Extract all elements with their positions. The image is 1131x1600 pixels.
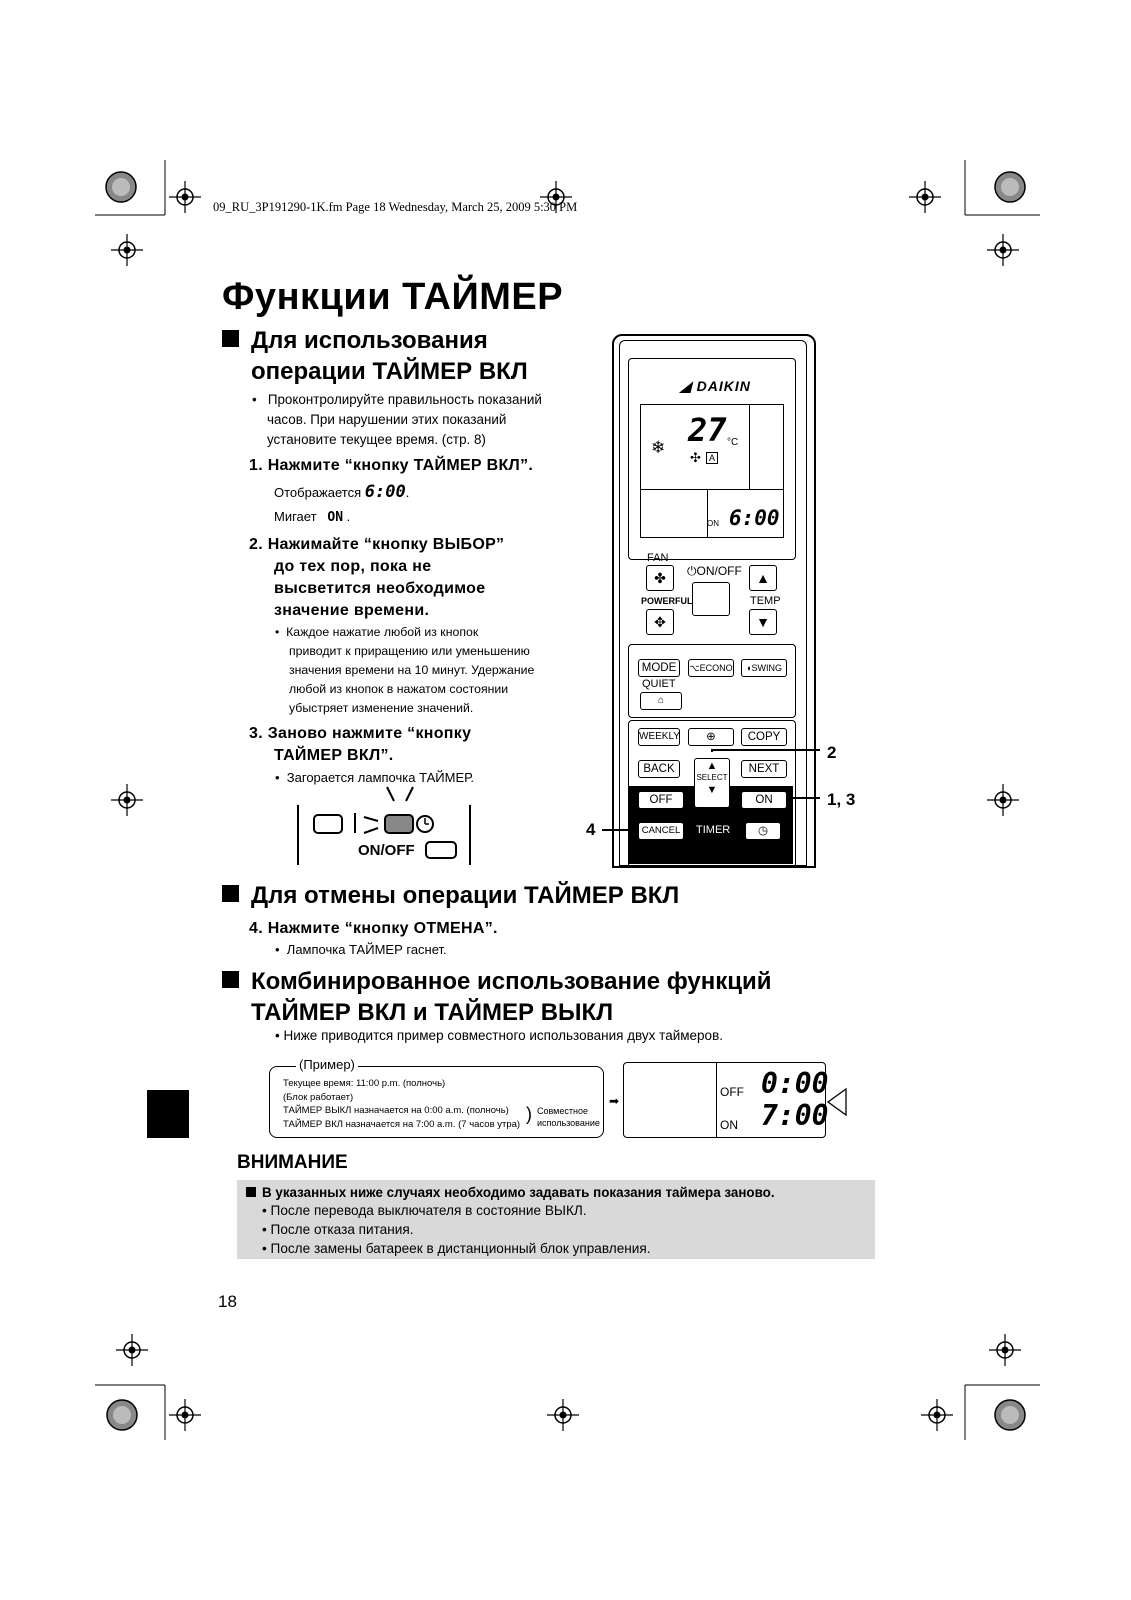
- step3-bullet: • Загорается лампочка ТАЙМЕР.: [275, 770, 474, 785]
- select-up-icon: ▲: [706, 760, 718, 772]
- attention-list: [262, 1201, 651, 1258]
- sensor-triangle-icon: [826, 1088, 848, 1116]
- callout-4: 4: [586, 820, 596, 839]
- powerful-label: POWERFUL: [641, 596, 693, 606]
- step1-title: 1. Нажмите “кнопку ТАЙМЕР ВКЛ”.: [249, 457, 534, 474]
- attention-heading: ВНИМАНИЕ: [237, 1152, 348, 1173]
- section2-heading: Для отмены операции ТАЙМЕР ВКЛ: [222, 880, 679, 911]
- intro-bullet: • Проконтролируйте правильность показаний часов. При нарушении этих показаний установите текущее время. (стр. 8): [252, 392, 542, 447]
- fan-label: FAN: [647, 552, 669, 564]
- cancel-button[interactable]: CANCEL: [638, 822, 684, 840]
- step1-display-line: Отображается 6:00.: [274, 482, 410, 502]
- attention-lead: В указанных ниже случаях необходимо задавать показания таймера заново.: [246, 1185, 775, 1200]
- quiet-icon: ⌂: [657, 695, 665, 706]
- section3-heading: Комбинированное использование функций ТАЙМЕР ВКЛ и ТАЙМЕР ВЫКЛ: [222, 966, 772, 1028]
- joint-usage: Совместное использование: [537, 1106, 600, 1128]
- powerful-icon: ✥: [654, 614, 666, 630]
- example-display: [623, 1062, 829, 1138]
- lcd-on-label: ON: [707, 519, 719, 528]
- joint-brace: ): [526, 1104, 532, 1124]
- page-title: Функции ТАЙМЕР: [222, 276, 564, 318]
- lcd-time-display: 6:00: [729, 506, 780, 530]
- mode-button[interactable]: MODE: [638, 659, 680, 677]
- language-tab: [147, 1090, 189, 1138]
- section1-heading: Для использования операции ТАЙМЕР ВКЛ: [222, 325, 528, 387]
- page-number: 18: [218, 1292, 237, 1311]
- fan-icon: ✣: [690, 450, 701, 465]
- temp-up-button[interactable]: [749, 565, 777, 591]
- triangle-down-icon: ▼: [756, 614, 770, 630]
- triangle-up-icon: ▲: [756, 570, 770, 586]
- quiet-label: QUIET: [642, 678, 676, 690]
- onoff-button[interactable]: [692, 582, 730, 616]
- callout-2: 2: [827, 743, 837, 762]
- lcd-time: 6:00: [364, 482, 406, 502]
- step2-bullet: • Каждое нажатие любой из кнопок приводит к приращению или уменьшению значения времени на 10 минут. Удержание любой из кнопок в нажатом состоянии убыстряет изменение значений.: [275, 625, 535, 715]
- step4-bullet: • Лампочка ТАЙМЕР гаснет.: [275, 942, 447, 957]
- clock-icon: ◷: [757, 825, 769, 837]
- callout-lines: [600, 740, 830, 840]
- callout-1-3: 1, 3: [827, 790, 856, 809]
- display-off-time: 0:00: [761, 1067, 829, 1100]
- econo-button[interactable]: ⌥ECONO: [688, 659, 734, 677]
- program-icon: ⊕: [706, 731, 716, 743]
- lcd-unit: °C: [727, 437, 739, 448]
- quiet-button[interactable]: [640, 692, 682, 710]
- next-button[interactable]: NEXT: [741, 760, 787, 778]
- lcd-temperature: 27: [688, 411, 727, 449]
- remote-lcd: [640, 404, 784, 538]
- lcd-mode-auto: A: [706, 452, 718, 464]
- step3-title: 3. Заново нажмите “кнопку ТАЙМЕР ВКЛ”.: [249, 725, 472, 764]
- swing-button[interactable]: ◖SWING: [741, 659, 787, 677]
- example-lines: Текущее время: 11:00 p.m. (полночь) (Блок работает) ТАЙМЕР ВЫКЛ назначается на 0:00 a.m. (полночь) ТАЙМЕР ВКЛ назначается на 7:00 a.m. (7 часов утра): [283, 1078, 521, 1130]
- brand-logo: ◢ DAIKIN: [680, 378, 751, 394]
- snowflake-icon: ❄: [651, 438, 666, 457]
- timer-label: TIMER: [696, 824, 731, 836]
- example-label: (Пример): [296, 1057, 358, 1072]
- list-item: • После перевода выключателя в состояние ВЫКЛ.: [262, 1203, 587, 1218]
- select-down-icon: ▼: [706, 784, 718, 796]
- step1-blink-line: Мигает ON .: [274, 509, 351, 525]
- square-bullet-icon: [222, 971, 239, 988]
- lamp-onoff-label: ON/OFF: [358, 842, 415, 859]
- display-on-time: 7:00: [761, 1099, 829, 1132]
- temp-label: TEMP: [750, 595, 781, 607]
- display-off-label: OFF: [720, 1085, 744, 1099]
- battery-icon: ▭▼: [698, 845, 716, 855]
- onoff-label: ⏻ON/OFF: [687, 564, 742, 578]
- powerful-button[interactable]: [646, 609, 674, 635]
- copy-button[interactable]: COPY: [741, 728, 787, 746]
- fan-button[interactable]: [646, 565, 674, 591]
- select-button[interactable]: ▲ SELECT ▼: [694, 758, 730, 808]
- step2-title: 2. Нажимайте “кнопку ВЫБОР” до тех пор, пока не высветится необходимое значение времени.: [249, 536, 505, 619]
- square-bullet-icon: [246, 1187, 256, 1197]
- timer-on-button[interactable]: ON: [741, 791, 787, 809]
- weekly-button[interactable]: WEEKLY: [638, 728, 680, 746]
- list-item: • После отказа питания.: [262, 1222, 414, 1237]
- display-on-label: ON: [720, 1118, 738, 1132]
- temp-down-button[interactable]: [749, 609, 777, 635]
- lcd-on: ON: [327, 510, 344, 525]
- back-button[interactable]: BACK: [638, 760, 680, 778]
- square-bullet-icon: [222, 885, 239, 902]
- arrow-right-icon: ➡: [609, 1094, 620, 1108]
- square-bullet-icon: [222, 330, 239, 347]
- step4-title: 4. Нажмите “кнопку ОТМЕНА”.: [249, 920, 498, 937]
- section3-bullet: • Ниже приводится пример совместного использования двух таймеров.: [275, 1028, 723, 1043]
- file-header: 09_RU_3P191290-1K.fm Page 18 Wednesday, March 25, 2009 5:30 PM: [213, 200, 578, 214]
- timer-off-button[interactable]: OFF: [638, 791, 684, 809]
- list-item: • После замены батареек в дистанционный блок управления.: [262, 1241, 651, 1256]
- fan-icon: ✤: [654, 570, 666, 586]
